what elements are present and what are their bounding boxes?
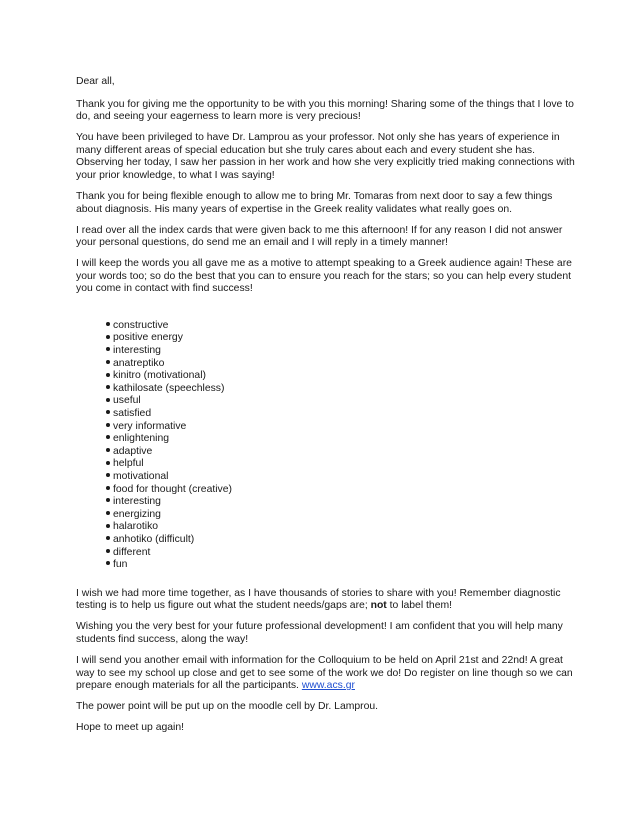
emphasis-not: not [370,600,387,612]
words-list [76,320,576,572]
paragraph-professor: You have been privileged to have Dr. Lamprou as your professor. Not only she has years of experience in many different areas of special education but she truly cares about each and every student she has. Observing her today, I saw her passion in her work and how she very explicitly tried making connections with your prior knowledge, to what I was saying! [76,132,575,181]
list-item: kathilosate (speechless) [106,383,576,396]
bullet-icon [106,473,110,477]
bullet-icon [106,486,110,490]
bullet-icon [106,461,110,465]
bullet-icon [106,549,110,553]
paragraph-thanks: Thank you for giving me the opportunity to be with you this morning! Sharing some of the things that I love to do, and seeing your eagerness to learn more is very precious! [76,98,574,123]
bullet-icon [106,448,110,452]
list-item: useful [106,395,576,408]
list-item: kinitro (motivational) [106,370,576,383]
list-item: interesting [106,496,576,509]
list-item: adaptive [106,446,576,459]
list-item: different [106,547,576,560]
bullet-icon [106,423,110,427]
bullet-icon [106,410,110,414]
list-item: fun [106,559,576,572]
letter-page [76,76,576,743]
list-item: anatreptiko [106,358,576,371]
list-item: interesting [106,345,576,358]
paragraph-diagnosis: Thank you for being flexible enough to allow me to bring Mr. Tomaras from next door to say a few things about diagnosis. His many years of expertise in the Greek reality validates what really goes on. [76,190,553,215]
paragraph-powerpoint: The power point will be put up on the moodle cell by Dr. Lamprou. [76,701,379,713]
list-item: constructive [106,320,576,333]
bullet-icon [106,360,110,364]
paragraph-colloquium: I will send you another email with information for the Colloquium to be held on April 21st and 22nd! A great way to see my school up close and get to see some of the work we do! Do register on line though so we can prepare enough materials for all the participants. www.acs.gr [76,654,573,692]
bullet-icon [106,561,110,565]
bullet-icon [106,398,110,402]
bullet-icon [106,385,110,389]
bullet-icon [106,335,110,339]
list-item: energizing [106,509,576,522]
bullet-icon [106,536,110,540]
paragraph-wishes: Wishing you the very best for your future professional development! I am confident that you will help many students find success, along the way! [76,621,563,645]
list-item: helpful [106,458,576,471]
paragraph-index-cards: I read over all the index cards that were given back to me this afternoon! If for any reason I did not answer your personal questions, do send me an email and I will reply in a timely manner! [76,224,563,249]
paragraph-words-motive: I will keep the words you all gave me as a motive to attempt speaking to a Greek audience again! These are your words too; so do the best that you can to ensure you reach for the stars; so you can help every student you come in contact with find success! [76,258,572,295]
bullet-icon [106,347,110,351]
bullet-icon [106,498,110,502]
list-item: halarotiko [106,521,576,534]
bullet-icon [106,524,110,528]
greeting: Dear all, [76,76,115,87]
list-item: satisfied [106,408,576,421]
bullet-icon [106,373,110,377]
list-item: very informative [106,421,576,434]
list-item: motivational [106,471,576,484]
closing-line: Hope to meet up again! [76,722,185,734]
list-item: enlightening [106,433,576,446]
paragraph-diagnostic-testing: I wish we had more time together, as I have thousands of stories to share with you! Remember diagnostic testing is to help us figure out what the student needs/gaps are; not to label them! [76,587,561,612]
list-item: food for thought (creative) [106,484,576,497]
acs-website-link[interactable]: www.acs.gr [301,680,355,692]
bullet-icon [106,511,110,515]
bullet-icon [106,322,110,326]
list-item: anhotiko (difficult) [106,534,576,547]
bullet-icon [106,435,110,439]
list-item: positive energy [106,332,576,345]
